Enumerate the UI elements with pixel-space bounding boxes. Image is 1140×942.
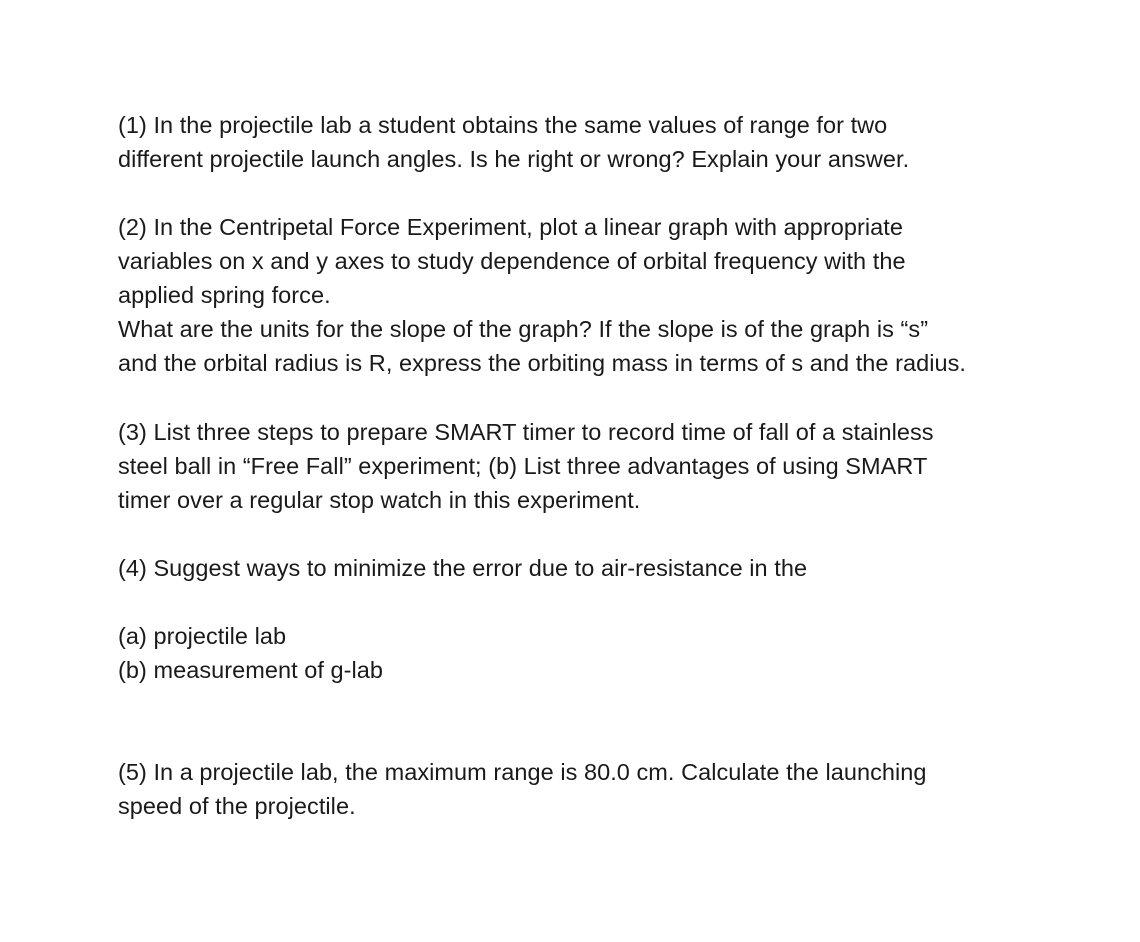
question-3-line-3: timer over a regular stop watch in this experiment. [118,487,641,513]
question-4-option-a: (a) projectile lab [118,623,287,649]
question-4-options [118,619,1118,687]
question-2-line-3: applied spring force. [118,282,331,308]
question-3-line-1: (3) List three steps to prepare SMART timer to record time of fall of a stainless [118,419,934,445]
question-5-line-1: (5) In a projectile lab, the maximum range is 80.0 cm. Calculate the launching [118,759,927,785]
question-4 [118,551,1118,585]
question-3 [118,415,1118,517]
question-1-line-1: (1) In the projectile lab a student obtains the same values of range for two [118,112,888,138]
question-2-line-1: (2) In the Centripetal Force Experiment, plot a linear graph with appropriate [118,214,903,240]
question-4-option-b: (b) measurement of g-lab [118,657,384,683]
question-5 [118,755,1118,823]
question-2 [118,210,1118,380]
question-5-line-2: speed of the projectile. [118,793,356,819]
question-2-line-5: and the orbital radius is R, express the orbiting mass in terms of s and the radius. [118,350,966,376]
question-3-line-2: steel ball in “Free Fall” experiment; (b) List three advantages of using SMART [118,453,928,479]
question-2-line-4: What are the units for the slope of the graph? If the slope is of the graph is “s” [118,316,929,342]
document-page [118,108,1118,823]
question-2-line-2: variables on x and y axes to study dependence of orbital frequency with the [118,248,906,274]
question-4-line-1: (4) Suggest ways to minimize the error due to air-resistance in the [118,555,808,581]
question-1 [118,108,1118,176]
question-1-line-2: different projectile launch angles. Is he right or wrong? Explain your answer. [118,146,910,172]
